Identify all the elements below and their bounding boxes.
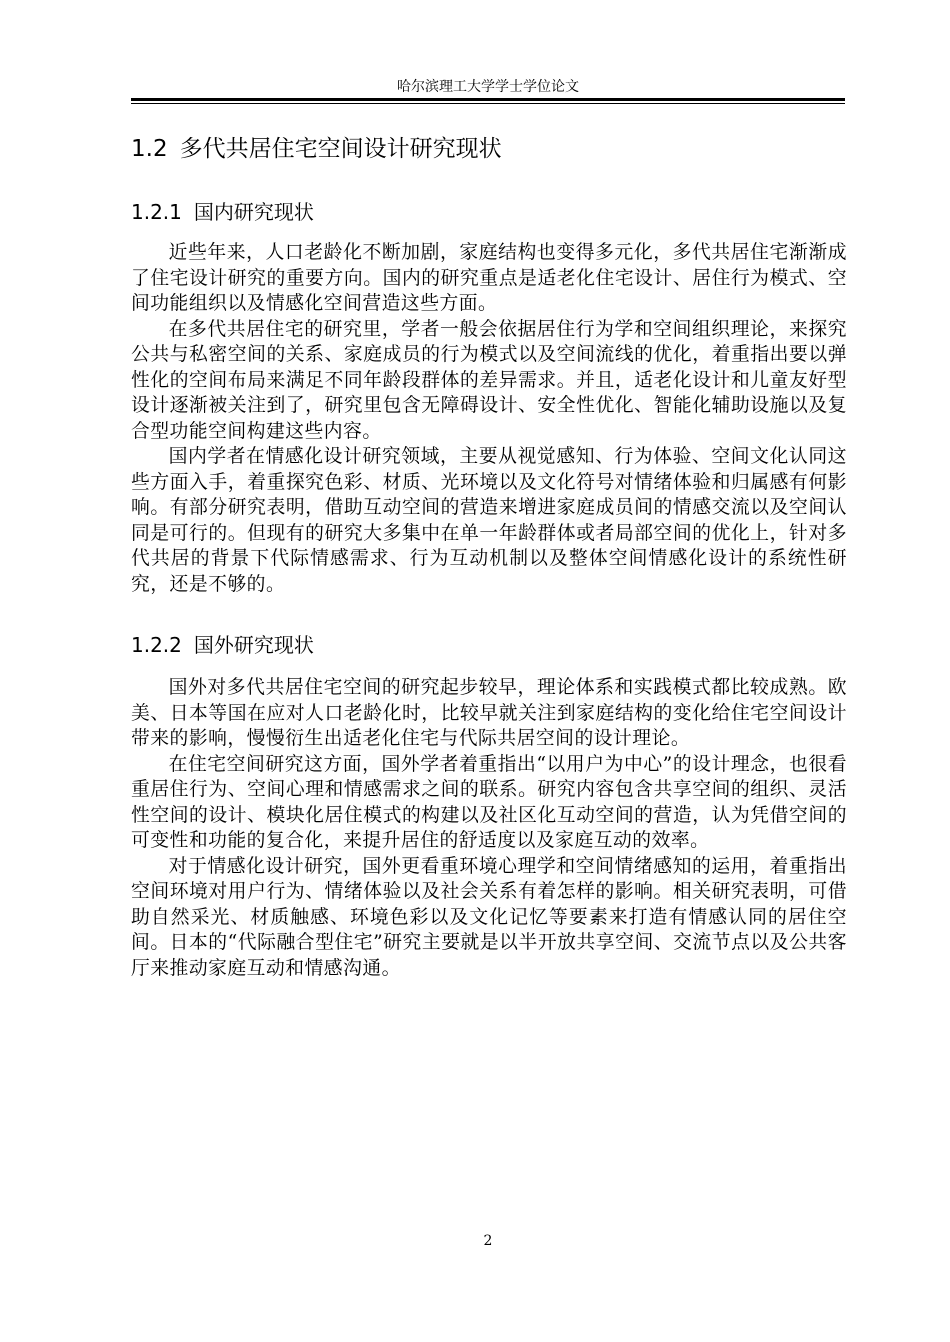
subsection-heading-domestic <box>131 198 314 226</box>
paragraph: 对于情感化设计研究，国外更看重环境心理学和空间情绪感知的运用，着重指出空间环境对用户行为、情绪体验以及社会关系有着怎样的影响。相关研究表明，可借助自然采光、材质触感、环境色彩以及文化记忆等要素来打造有情感认同的居住空间。日本的“代际融合型住宅”研究主要就是以半开放共享空间、交流节点以及公共客厅来推动家庭互动和情感沟通。 <box>131 855 847 979</box>
section-heading <box>131 133 502 165</box>
domestic-research-body <box>131 240 847 597</box>
section-number: 1.2 <box>131 136 168 162</box>
subsection-number: 1.2.2 <box>131 633 182 657</box>
subsection-heading-foreign <box>131 631 314 659</box>
subsection-number: 1.2.1 <box>131 200 182 224</box>
paragraph: 在住宅空间研究这方面，国外学者着重指出“以用户为中心”的设计理念，也很看重居住行为、空间心理和情感需求之间的联系。研究内容包含共享空间的组织、灵活性空间的设计、模块化居住模式的构建以及社区化互动空间的营造，认为凭借空间的可变性和功能的复合化，来提升居住的舒适度以及家庭互动的效率。 <box>131 753 847 851</box>
paragraph: 近些年来，人口老龄化不断加剧，家庭结构也变得多元化，多代共居住宅渐渐成了住宅设计研究的重要方向。国内的研究重点是适老化住宅设计、居住行为模式、空间功能组织以及情感化空间营造这些方面。 <box>131 242 847 314</box>
section-title: 多代共居住宅空间设计研究现状 <box>179 136 502 162</box>
paragraph: 国内学者在情感化设计研究领域，主要从视觉感知、行为体验、空间文化认同这些方面入手，着重探究色彩、材质、光环境以及文化符号对情绪体验和归属感有何影响。有部分研究表明，借助互动空间的营造来增进家庭成员间的情感交流以及空间认同是可行的。但现有的研究大多集中在单一年龄群体或者局部空间的优化上，针对多代共居的背景下代际情感需求、行为互动机制以及整体空间情感化设计的系统性研究，还是不够的。 <box>131 446 847 595</box>
subsection-title: 国外研究现状 <box>193 633 314 657</box>
paragraph: 在多代共居住宅的研究里，学者一般会依据居住行为学和空间组织理论，来探究公共与私密空间的关系、家庭成员的行为模式以及空间流线的优化，着重指出要以弹性化的空间布局来满足不同年龄段群体的差异需求。并且，适老化设计和儿童友好型设计逐渐被关注到了，研究里包含无障碍设计、安全性优化、智能化辅助设施以及复合型功能空间构建这些内容。 <box>131 318 847 442</box>
header-rule-thin <box>131 103 845 104</box>
running-header: 哈尔滨理工大学学士学位论文 <box>397 79 579 95</box>
subsection-title: 国内研究现状 <box>193 200 314 224</box>
foreign-research-body <box>131 675 847 981</box>
page-number: 2 <box>483 1233 493 1249</box>
paragraph: 国外对多代共居住宅空间的研究起步较早，理论体系和实践模式都比较成熟。欧美、日本等国在应对人口老龄化时，比较早就关注到家庭结构的变化给住宅空间设计带来的影响，慢慢衍生出适老化住宅与代际共居空间的设计理论。 <box>131 677 847 749</box>
header-rule-thick <box>131 98 845 101</box>
